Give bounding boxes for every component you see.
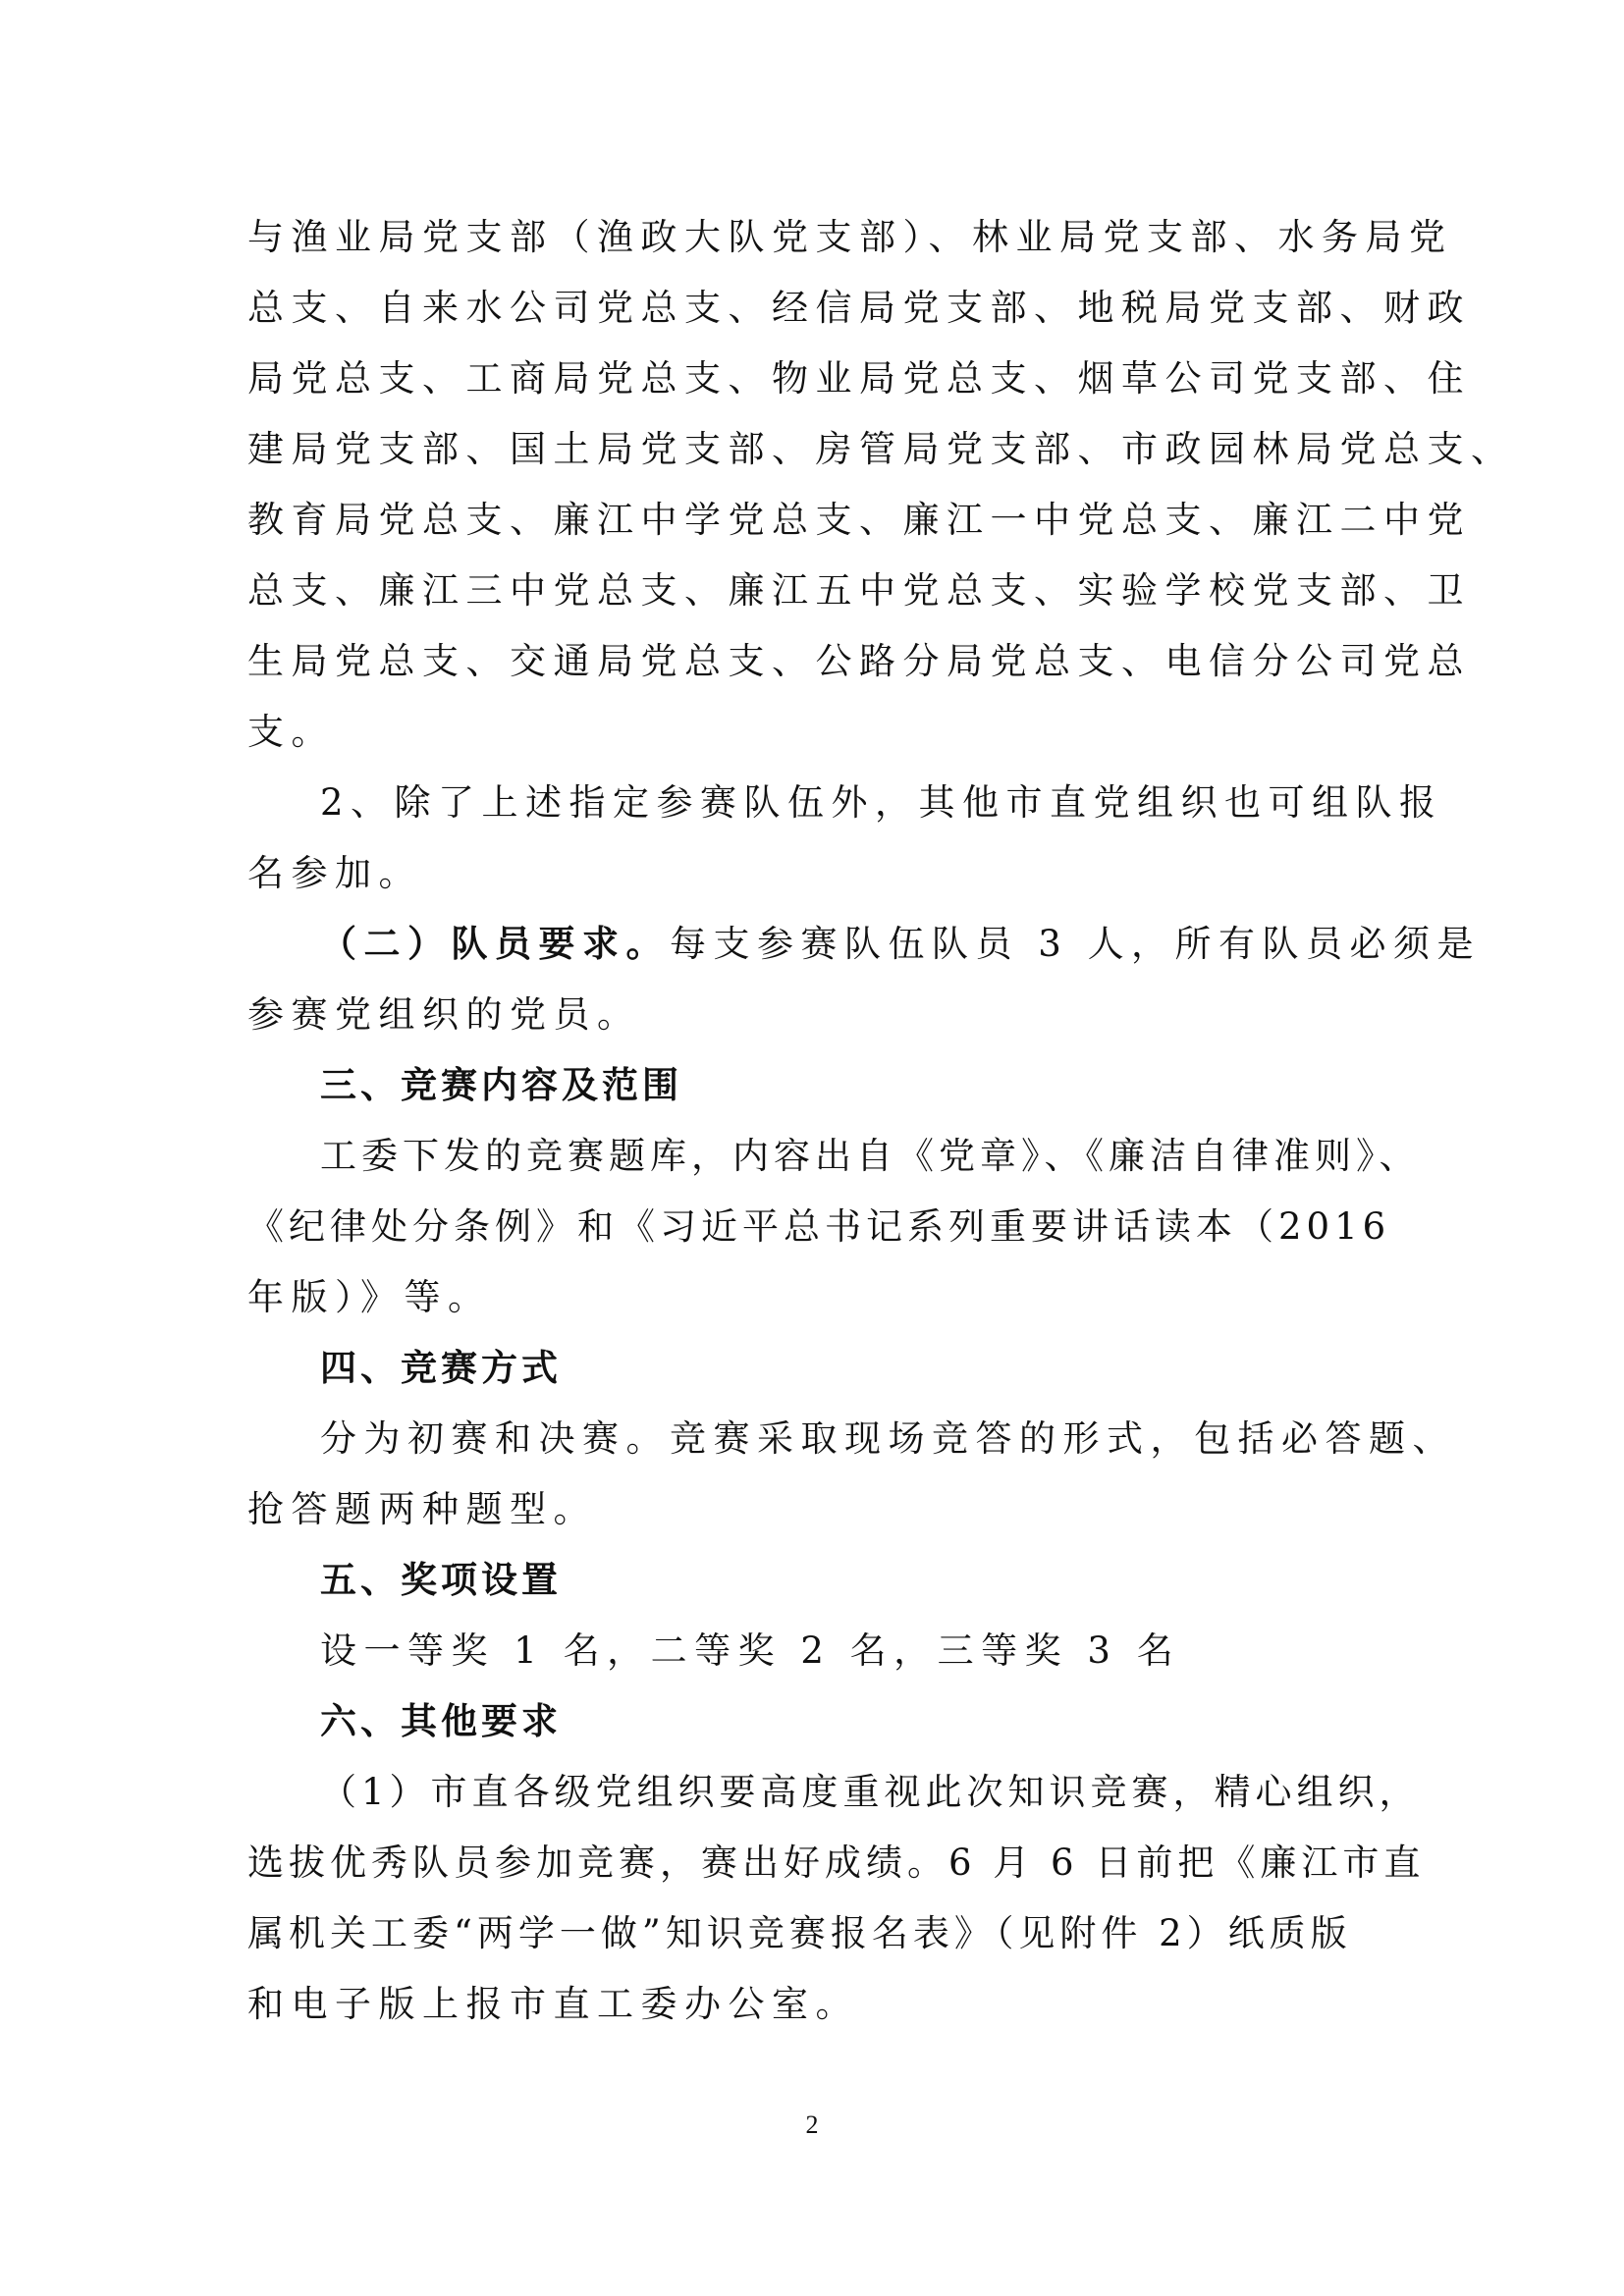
section-3-heading: 三、竞赛内容及范围 — [320, 1064, 682, 1106]
section-3-line-1: 工委下发的竞赛题库，内容出自《党章》、《廉洁自律准则》、 — [320, 1135, 1421, 1177]
section-6-line-4: 和电子版上报市直工委办公室。 — [247, 1983, 859, 2025]
member-requirements-text: 每支参赛队伍队员 3 人，所有队员必须是 — [670, 923, 1482, 965]
item-2-line-2: 名参加。 — [247, 852, 422, 894]
item-2-line-1: 2、除了上述指定参赛队伍外，其他市直党组织也可组队报 — [320, 781, 1443, 824]
list-line-3: 局党总支、工商局党总支、物业局党总支、烟草公司党支部、住 — [247, 357, 1471, 400]
section-3-line-2: 《纪律处分条例》和《习近平总书记系列重要讲话读本（2016 — [247, 1205, 1391, 1248]
list-line-4: 建局党支部、国土局党支部、房管局党支部、市政园林局党总支、 — [247, 428, 1515, 470]
section-4-line-2: 抢答题两种题型。 — [247, 1488, 597, 1530]
list-line-6: 总支、廉江三中党总支、廉江五中党总支、实验学校党支部、卫 — [247, 569, 1471, 612]
section-4-heading: 四、竞赛方式 — [320, 1347, 562, 1389]
section-6-line-3: 属机关工委“两学一做”知识竞赛报名表》（见附件 2）纸质版 — [247, 1912, 1352, 1954]
section-4-line-1: 分为初赛和决赛。竞赛采取现场竞答的形式，包括必答题、 — [320, 1417, 1456, 1460]
page-number: 2 — [805, 2110, 819, 2139]
list-line-5: 教育局党总支、廉江中学党总支、廉江一中党总支、廉江二中党 — [247, 499, 1471, 541]
section-3-line-3: 年版）》等。 — [247, 1276, 492, 1318]
list-line-2: 总支、自来水公司党总支、经信局党支部、地税局党支部、财政 — [247, 287, 1471, 329]
list-line-1: 与渔业局党支部（渔政大队党支部）、林业局党支部、水务局党 — [247, 216, 1453, 258]
section-5-heading: 五、奖项设置 — [320, 1559, 562, 1601]
member-requirements-line-1 — [320, 921, 1481, 968]
section-5-line-1: 设一等奖 1 名，二等奖 2 名，三等奖 3 名 — [320, 1629, 1181, 1672]
member-requirements-lead: （二）队员要求。 — [320, 923, 670, 965]
section-6-line-1: （1）市直各级党组织要高度重视此次知识竞赛，精心组织， — [320, 1771, 1421, 1813]
member-requirements-line-2: 参赛党组织的党员。 — [247, 993, 641, 1036]
section-6-heading: 六、其他要求 — [320, 1700, 562, 1742]
list-line-7: 生局党总支、交通局党总支、公路分局党总支、电信分公司党总 — [247, 640, 1471, 682]
list-line-8: 支。 — [247, 711, 335, 753]
section-6-line-2: 选拔优秀队员参加竞赛，赛出好成绩。6 月 6 日前把《廉江市直 — [247, 1842, 1426, 1884]
